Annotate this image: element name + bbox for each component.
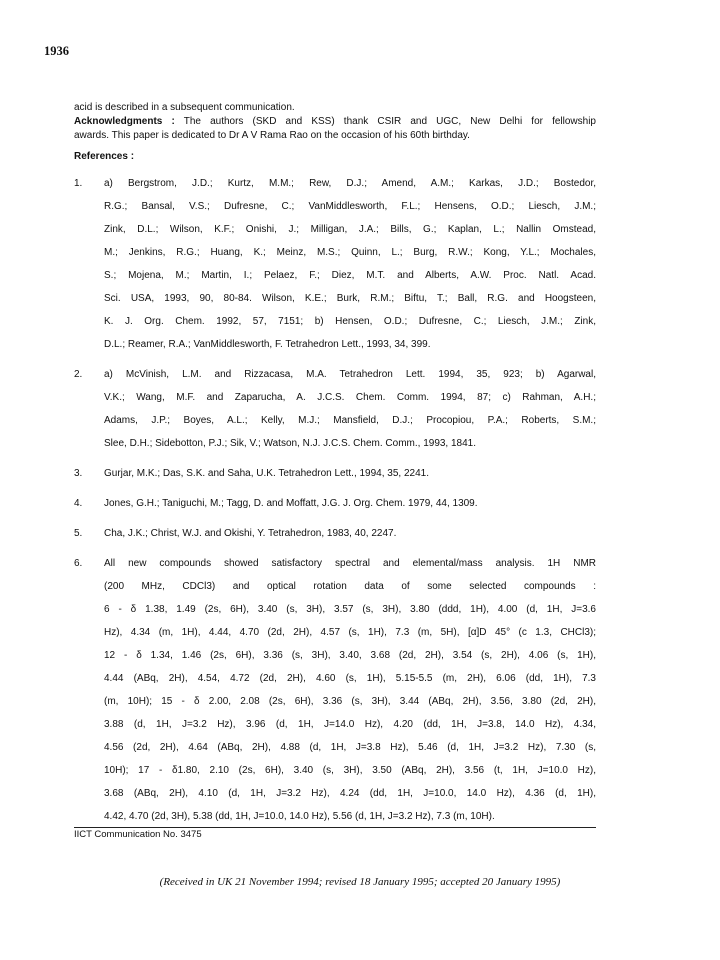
- acknowledgments-line-2: awards. This paper is dedicated to Dr A V Rama Rao on the occasion of his 60th birthday.: [74, 130, 470, 141]
- reference-number: 1.: [74, 178, 83, 189]
- reference-number: 3.: [74, 468, 83, 479]
- reference-number: 4.: [74, 498, 83, 509]
- reference-line: 6 - δ 1.38, 1.49 (2s, 6H), 3.40 (s, 3H), 3.57 (s, 3H), 3.80 (ddd, 1H), 4.00 (d, 1H, J=3.6: [104, 604, 596, 615]
- references-heading: References :: [74, 151, 135, 162]
- received-dates: (Received in UK 21 November 1994; revised 18 January 1995; accepted 20 January 1995): [159, 876, 561, 888]
- reference-line: S.; Mojena, M.; Martin, I.; Pelaez, F.; Diez, M.T. and Alberts, A.W. Proc. Natl. Acad.: [104, 270, 596, 281]
- reference-number: 6.: [74, 558, 83, 569]
- reference-line: (200 MHz, CDCl3) and optical rotation data of some selected compounds :: [104, 581, 596, 592]
- reference-line: Hz), 4.34 (m, 1H), 4.44, 4.70 (2d, 2H), 4.57 (s, 1H), 7.3 (m, 5H), [α]D 45° (c 1.3, CHCl3);: [104, 627, 596, 638]
- reference-line: a) Bergstrom, J.D.; Kurtz, M.M.; Rew, D.J.; Amend, A.M.; Karkas, J.D.; Bostedor,: [104, 178, 596, 189]
- reference-line: D.L.; Reamer, R.A.; VanMiddlesworth, F. Tetrahedron Lett., 1993, 34, 399.: [104, 339, 431, 350]
- reference-line: Jones, G.H.; Taniguchi, M.; Tagg, D. and Moffatt, J.G. J. Org. Chem. 1979, 44, 1309.: [104, 498, 478, 509]
- reference-item: [74, 522, 596, 545]
- reference-line: Slee, D.H.; Sidebotton, P.J.; Sik, V.; Watson, N.J. J.C.S. Chem. Comm., 1993, 1841.: [104, 438, 477, 449]
- reference-line: 10H); 17 - δ1.80, 2.10 (2s, 6H), 3.40 (s, 3H), 3.50 (ABq, 2H), 3.56 (t, 1H, J=10.0 Hz),: [104, 765, 596, 776]
- reference-line: 4.42, 4.70 (2d, 3H), 5.38 (dd, 1H, J=10.0, 14.0 Hz), 5.56 (d, 1H, J=3.2 Hz), 7.3 (m, 10H).: [104, 811, 495, 822]
- reference-item: [74, 462, 596, 485]
- reference-line: All new compounds showed satisfactory spectral and elemental/mass analysis. 1H NMR: [104, 558, 596, 569]
- reference-item: [74, 492, 596, 515]
- communication-footnote: IICT Communication No. 3475: [74, 829, 202, 840]
- reference-line: R.G.; Bansal, V.S.; Dufresne, C.; VanMiddlesworth, F.L.; Hensens, O.D.; Liesch, J.M.;: [104, 201, 596, 212]
- reference-line: K. J. Org. Chem. 1992, 57, 7151; b) Hensen, O.D.; Dufresne, C.; Liesch, J.M.; Zink,: [104, 316, 596, 327]
- reference-line: 12 - δ 1.34, 1.46 (2s, 6H), 3.36 (s, 3H), 3.40, 3.68 (2d, 2H), 3.54 (s, 2H), 4.06 (s, 1H),: [104, 650, 596, 661]
- reference-line: Adams, J.P.; Boyes, A.L.; Kelly, M.J.; Mansfield, D.J.; Procopiou, P.A.; Roberts, S.M.;: [104, 415, 596, 426]
- reference-line: 4.56 (2d, 2H), 4.64 (ABq, 2H), 4.88 (d, 1H, J=3.8 Hz), 5.46 (d, 1H, J=3.2 Hz), 7.30 (s,: [104, 742, 596, 753]
- reference-line: Sci. USA, 1993, 90, 80-84. Wilson, K.E.; Burk, R.M.; Biftu, T.; Ball, R.G. and Hoogsteen,: [104, 293, 596, 304]
- reference-line: 4.44 (ABq, 2H), 4.54, 4.72 (2d, 2H), 4.60 (s, 1H), 5.15-5.5 (m, 2H), 6.06 (dd, 1H), 7.3: [104, 673, 596, 684]
- references-list: [74, 172, 596, 828]
- acknowledgments-text: The authors (SKD and KSS) thank CSIR and UGC, New Delhi for fellowship: [174, 116, 596, 127]
- reference-line: Gurjar, M.K.; Das, S.K. and Saha, U.K. Tetrahedron Lett., 1994, 35, 2241.: [104, 468, 430, 479]
- reference-line: Cha, J.K.; Christ, W.J. and Okishi, Y. Tetrahedron, 1983, 40, 2247.: [104, 528, 397, 539]
- reference-line: (m, 10H); 15 - δ 2.00, 2.08 (2s, 6H), 3.36 (s, 3H), 3.44 (ABq, 2H), 3.56, 3.80 (2d, 2H),: [104, 696, 596, 707]
- reference-line: Zink, D.L.; Wilson, K.F.; Onishi, J.; Milligan, J.A.; Bills, G.; Kaplan, L.; Nallin Omstead,: [104, 224, 596, 235]
- reference-item: [74, 552, 596, 828]
- intro-line: acid is described in a subsequent communication.: [74, 102, 295, 113]
- reference-item: [74, 363, 596, 455]
- reference-item: [74, 172, 596, 356]
- reference-number: 5.: [74, 528, 83, 539]
- acknowledgments-label: Acknowledgments :: [74, 116, 175, 127]
- reference-number: 2.: [74, 369, 83, 380]
- reference-line: 3.68 (ABq, 2H), 4.10 (d, 1H, J=3.2 Hz), 4.24 (dd, 1H, J=10.0, 14.0 Hz), 4.36 (d, 1H),: [104, 788, 596, 799]
- acknowledgments-line-1: [74, 115, 596, 129]
- reference-line: a) McVinish, L.M. and Rizzacasa, M.A. Tetrahedron Lett. 1994, 35, 923; b) Agarwal,: [104, 369, 596, 380]
- footnote-rule: [74, 827, 596, 828]
- main-text: [74, 101, 596, 835]
- reference-line: 3.88 (d, 1H, J=3.2 Hz), 3.96 (d, 1H, J=14.0 Hz), 4.20 (dd, 1H, J=3.8, 14.0 Hz), 4.34,: [104, 719, 596, 730]
- reference-line: M.; Jenkins, R.G.; Huang, K.; Meinz, M.S.; Quinn, L.; Burg, R.W.; Kong, Y.L.; Mochales,: [104, 247, 596, 258]
- page-number: 1936: [44, 44, 69, 58]
- reference-line: V.K.; Wang, M.F. and Zaparucha, A. J.C.S. Chem. Comm. 1994, 87; c) Rahman, A.H.;: [104, 392, 596, 403]
